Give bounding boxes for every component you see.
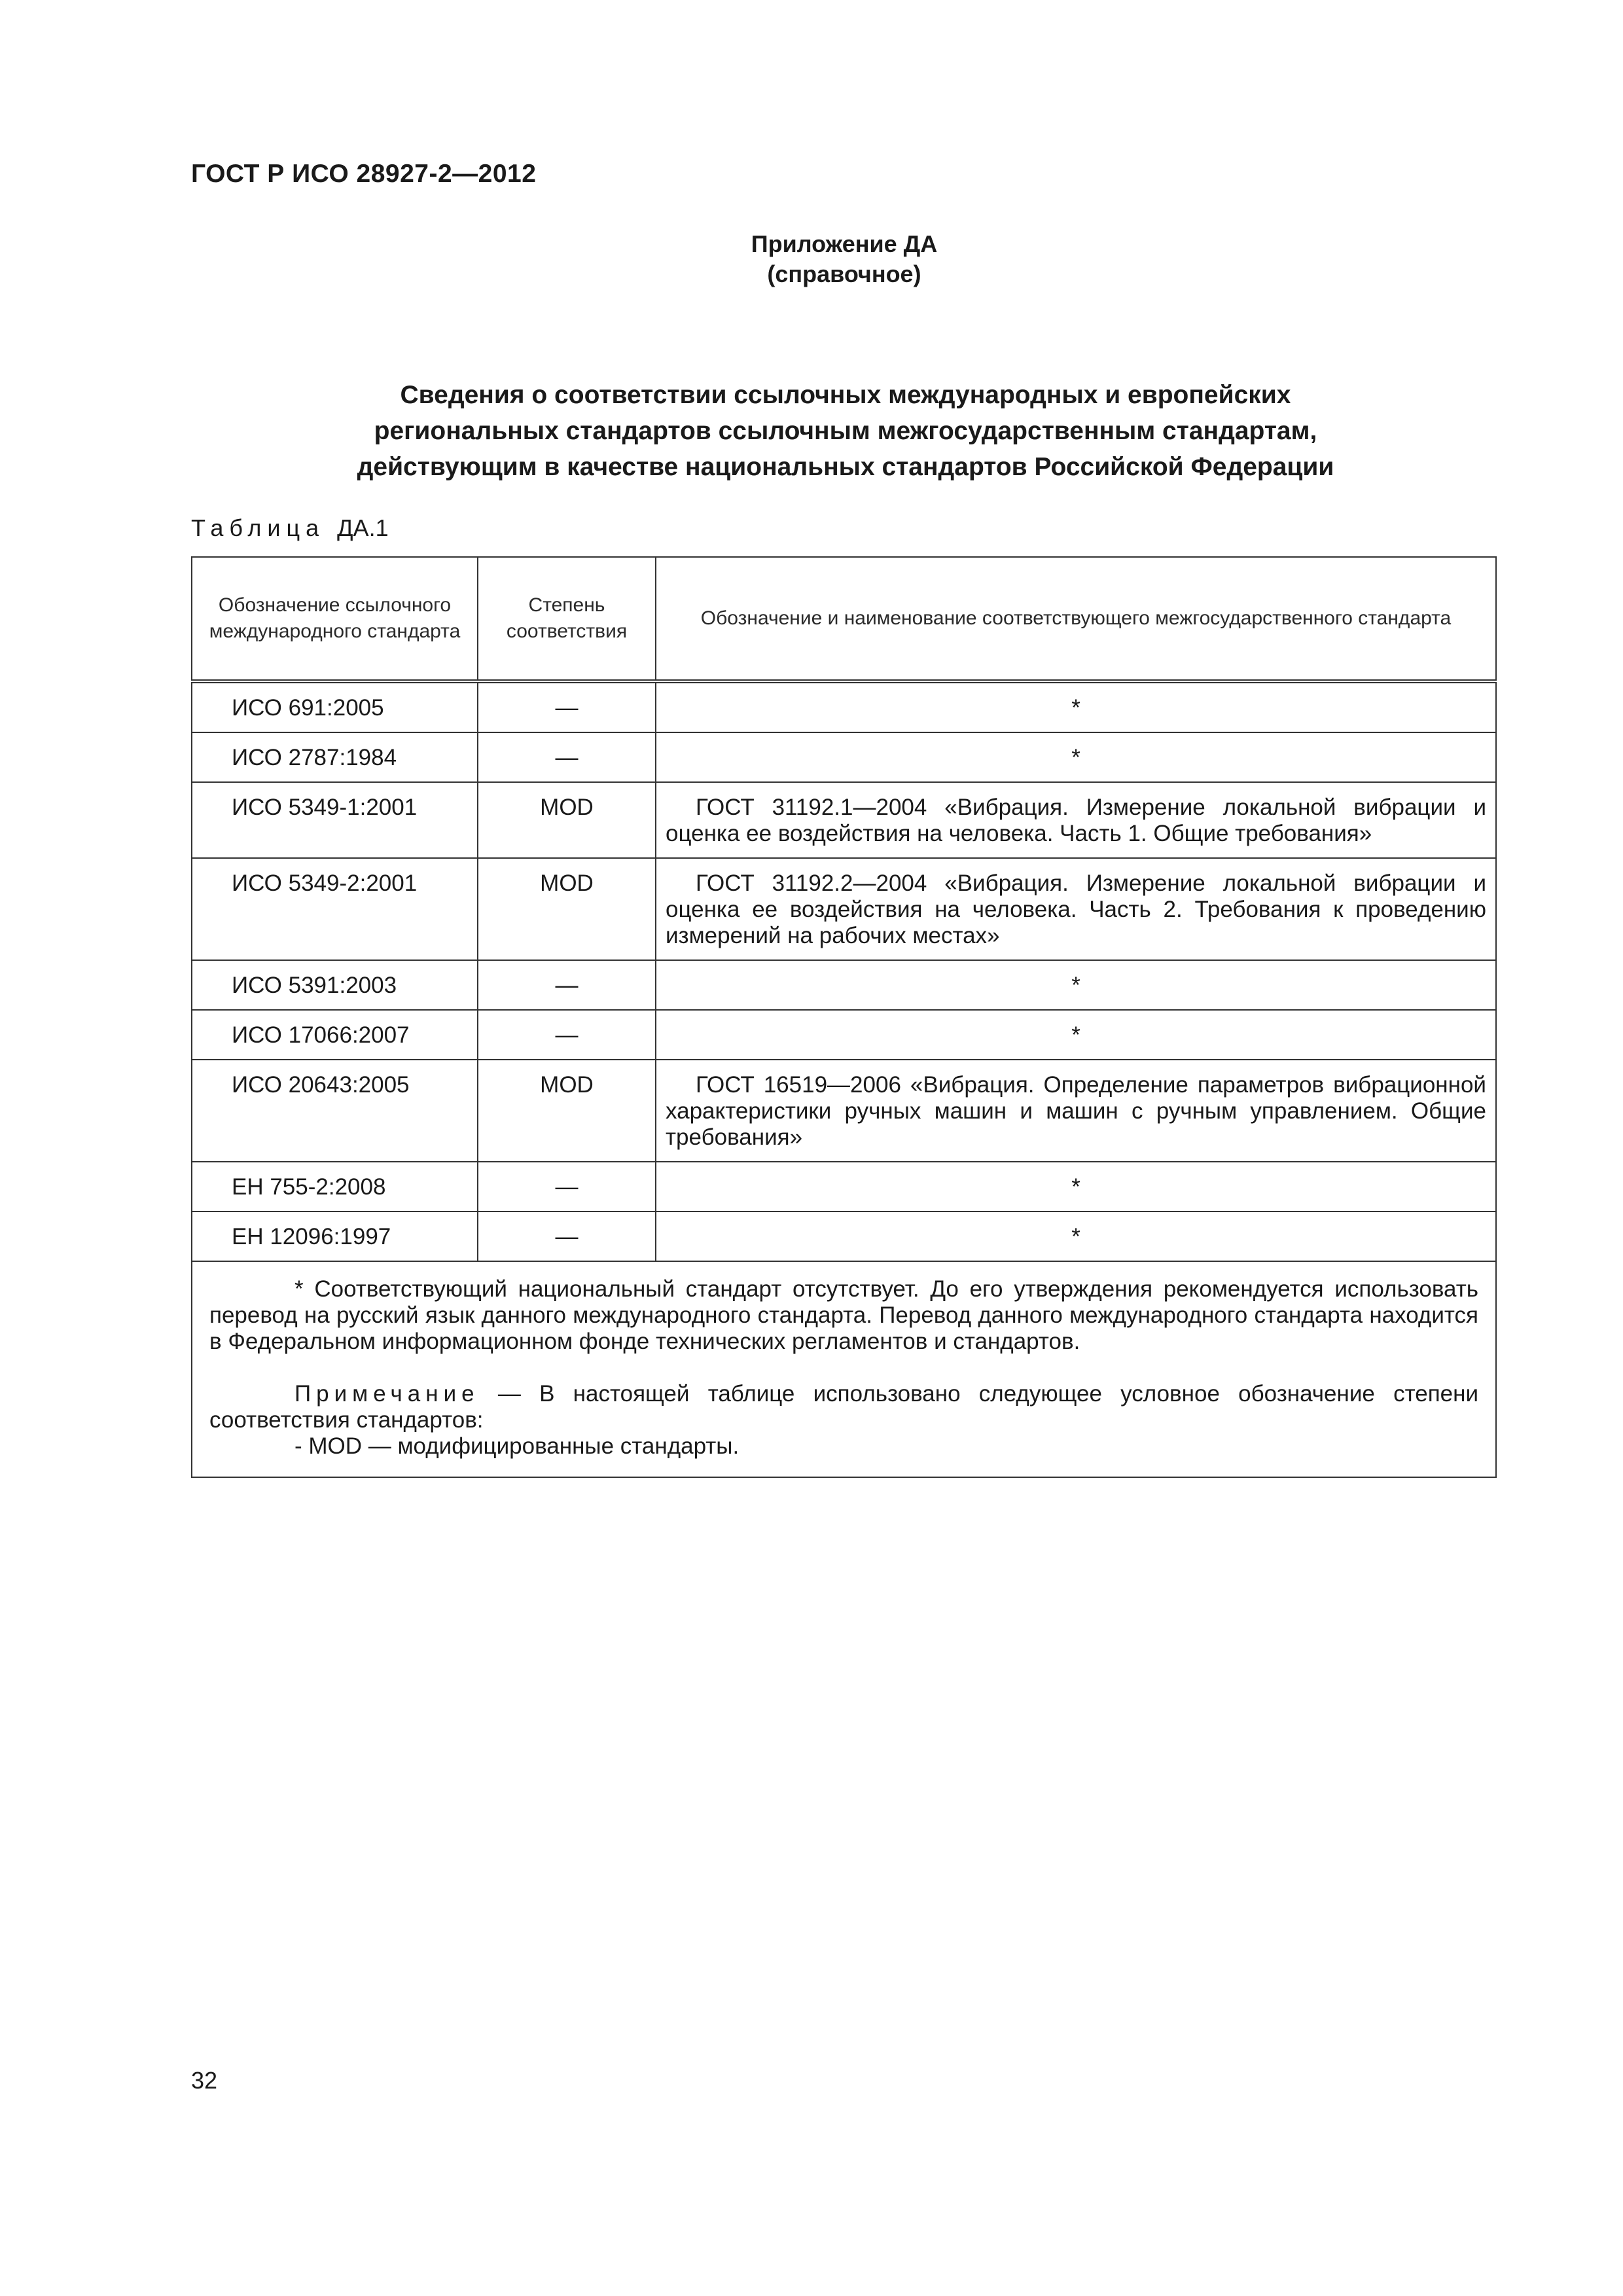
reference-code: ИСО 5349-2:2001 [192, 858, 478, 960]
column-header-degree: Степень соответствия [478, 557, 656, 681]
degree-value: — [478, 732, 656, 782]
table-note [209, 1381, 1478, 1433]
table-footer [192, 1261, 1496, 1477]
note-text: — В настоящей таблице использовано следующее условное обозначение степени соответствия стандартов: [209, 1381, 1478, 1433]
reference-code: ИСО 2787:1984 [192, 732, 478, 782]
table-row [192, 1010, 1496, 1060]
standard-name-text: ГОСТ 31192.1—2004 «Вибрация. Измерение локальной вибрации и оценка ее воздействия на человека. Часть 1. Общие требования» [666, 795, 1486, 846]
table-row [192, 782, 1496, 858]
standard-name: * [656, 960, 1496, 1010]
reference-code: ЕН 755-2:2008 [192, 1162, 478, 1211]
standard-name: * [656, 732, 1496, 782]
standard-name: * [656, 1162, 1496, 1211]
appendix-title [191, 377, 1500, 485]
standard-name: * [656, 681, 1496, 732]
standard-name: * [656, 1211, 1496, 1261]
degree-value: — [478, 1162, 656, 1211]
note-label: Примечание [294, 1381, 480, 1407]
note-list-item: - MOD — модифицированные стандарты. [294, 1433, 740, 1459]
appendix-heading [681, 229, 1008, 289]
degree-value: MOD [478, 782, 656, 858]
reference-code: ИСО 691:2005 [192, 681, 478, 732]
table-row [192, 858, 1496, 960]
standard-name [656, 782, 1496, 858]
standard-name: * [656, 1010, 1496, 1060]
degree-value: MOD [478, 1060, 656, 1162]
degree-value: — [478, 1211, 656, 1261]
standard-name-text: ГОСТ 16519—2006 «Вибрация. Определение параметров вибрационной характеристики ручных машин и машин с ручным управлением. Общие требования» [666, 1072, 1486, 1150]
standard-name-text: ГОСТ 31192.2—2004 «Вибрация. Измерение локальной вибрации и оценка ее воздействия на человека. Часть 2. Требования к проведению измерений на рабочих местах» [666, 870, 1486, 948]
appendix-type: (справочное) [767, 260, 921, 287]
page-number: 32 [191, 2067, 218, 2094]
degree-value: — [478, 960, 656, 1010]
title-line-1: Сведения о соответствии ссылочных международных и европейских [400, 381, 1291, 409]
standard-name [656, 1060, 1496, 1162]
standard-name [656, 858, 1496, 960]
reference-code: ИСО 5349-1:2001 [192, 782, 478, 858]
table-row [192, 1162, 1496, 1211]
column-header-reference: Обозначение ссылочного международного стандарта [192, 557, 478, 681]
correspondence-table [191, 556, 1497, 1478]
degree-value: MOD [478, 858, 656, 960]
table-header-row [192, 557, 1496, 681]
footnote: * Соответствующий национальный стандарт отсутствует. До его утверждения рекомендуется использовать перевод на русский язык данного международного стандарта. Перевод данного международного стандарта находится в Федеральном информационном фонде технических регламентов и стандартов. [209, 1276, 1478, 1354]
table-footer-row [192, 1261, 1496, 1477]
reference-code: ИСО 5391:2003 [192, 960, 478, 1010]
degree-value: — [478, 681, 656, 732]
table-row [192, 1211, 1496, 1261]
title-line-2: региональных стандартов ссылочным межгосударственным стандартам, [374, 417, 1317, 445]
table-row [192, 960, 1496, 1010]
document-header: ГОСТ Р ИСО 28927-2—2012 [191, 160, 537, 188]
table-row [192, 1060, 1496, 1162]
appendix-label: Приложение ДА [751, 230, 938, 257]
reference-code: ИСО 17066:2007 [192, 1010, 478, 1060]
table-row [192, 681, 1496, 732]
degree-value: — [478, 1010, 656, 1060]
table-caption [191, 514, 389, 542]
reference-code: ЕН 12096:1997 [192, 1211, 478, 1261]
table-row [192, 732, 1496, 782]
reference-code: ИСО 20643:2005 [192, 1060, 478, 1162]
table-caption-number: ДА.1 [337, 514, 389, 541]
title-line-3: действующим в качестве национальных стандартов Российской Федерации [357, 453, 1334, 481]
table-caption-label: Таблица [191, 514, 325, 541]
column-header-standard: Обозначение и наименование соответствующего межгосударственного стандарта [656, 557, 1496, 681]
